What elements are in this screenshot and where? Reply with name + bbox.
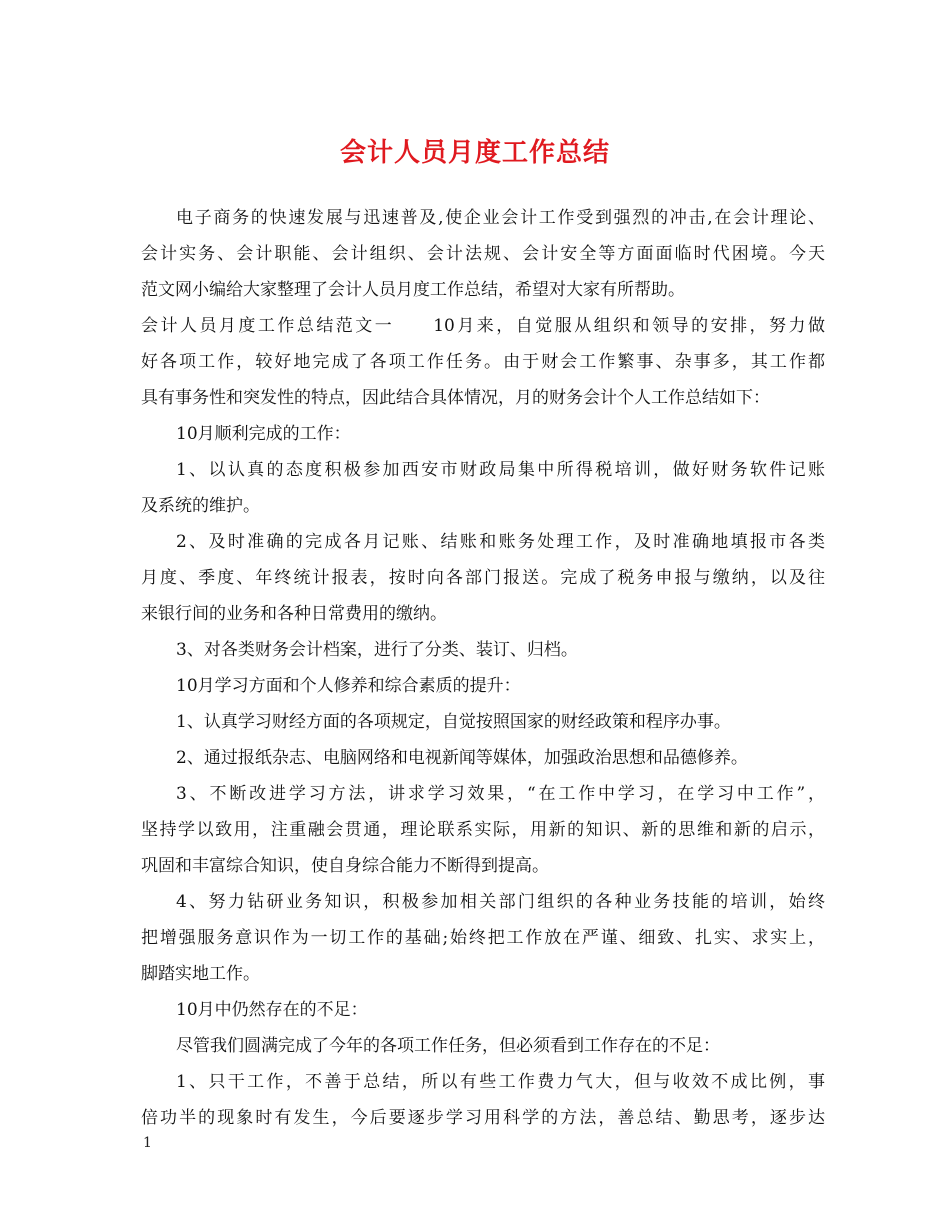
text-line: 10月学习方面和个人修养和综合素质的提升： <box>176 676 521 696</box>
text-line: 1、只干工作，不善于总结，所以有些工作费力气大，但与收效不成比例，事 <box>176 1072 825 1092</box>
text-line: 1、以认真的态度积极参加西安市财政局集中所得税培训，做好财务软件记账 <box>176 460 825 480</box>
text-line: 3、对各类财务会计档案，进行了分类、装订、归档。 <box>176 640 578 660</box>
text-line: 及系统的维护。 <box>141 496 260 516</box>
text-line: 3、不断改进学习方法，讲求学习效果，“在工作中学习，在学习中工作”， <box>176 784 825 804</box>
text-line: 来银行间的业务和各种日常费用的缴纳。 <box>141 604 447 624</box>
text-line: 2、及时准确的完成各月记账、结账和账务处理工作，及时准确地填报市各类 <box>176 532 825 552</box>
document-title: 会计人员月度工作总结 <box>339 138 610 168</box>
text-line: 电子商务的快速发展与迅速普及,使企业会计工作受到强烈的冲击,在会计理论、 <box>176 208 825 228</box>
text-line: 会计实务、会计职能、会计组织、会计法规、会计安全等方面面临时代困境。今天 <box>141 244 825 264</box>
text-line: 巩固和丰富综合知识，使自身综合能力不断得到提高。 <box>141 856 549 876</box>
text-line: 具有事务性和突发性的特点，因此结合具体情况，月的财务会计个人工作总结如下： <box>141 388 770 408</box>
text-line: 月度、季度、年终统计报表，按时向各部门报送。完成了税务申报与缴纳，以及往 <box>141 568 825 588</box>
text-line: 会计人员月度工作总结范文一 10月来，自觉服从组织和领导的安排，努力做 <box>141 316 825 336</box>
text-line: 10月顺利完成的工作： <box>176 424 351 444</box>
text-line: 2、通过报纸杂志、电脑网络和电视新闻等媒体，加强政治思想和品德修养。 <box>176 748 748 768</box>
text-line: 尽管我们圆满完成了今年的各项工作任务，但必须看到工作存在的不足： <box>176 1036 720 1056</box>
text-line: 4、努力钻研业务知识，积极参加相关部门组织的各种业务技能的培训，始终 <box>176 892 825 912</box>
text-line: 好各项工作，较好地完成了各项工作任务。由于财会工作繁事、杂事多，其工作都 <box>141 352 825 372</box>
text-line: 脚踏实地工作。 <box>141 964 260 984</box>
text-line: 1、认真学习财经方面的各项规定，自觉按照国家的财经政策和程序办事。 <box>176 712 731 732</box>
document-body <box>141 200 825 1136</box>
text-line: 范文网小编给大家整理了会计人员月度工作总结，希望对大家有所帮助。 <box>141 280 685 300</box>
page-number: 1 <box>143 1135 152 1151</box>
text-line: 倍功半的现象时有发生，今后要逐步学习用科学的方法，善总结、勤思考，逐步达 <box>141 1108 825 1128</box>
text-line: 把增强服务意识作为一切工作的基础;始终把工作放在严谨、细致、扎实、求实上， <box>141 928 825 948</box>
text-line: 坚持学以致用，注重融会贯通，理论联系实际，用新的知识、新的思维和新的启示， <box>141 820 825 840</box>
text-line: 10月中仍然存在的不足： <box>176 1000 368 1020</box>
